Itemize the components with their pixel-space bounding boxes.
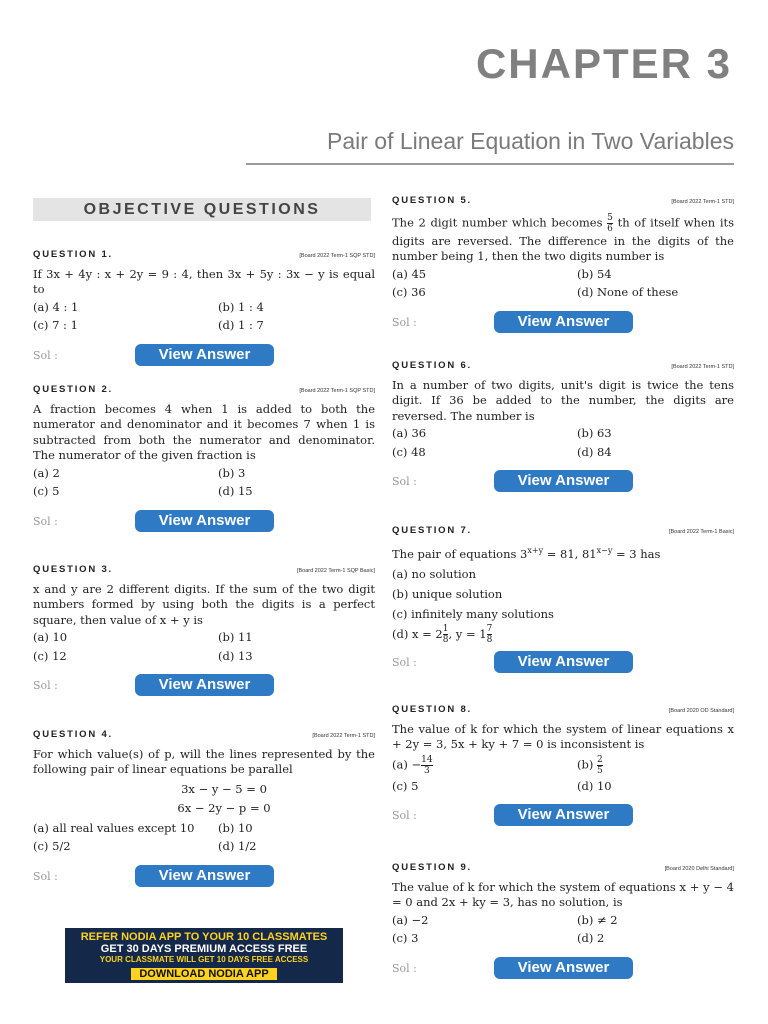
question-source: [Board 2020 OD Standard] — [668, 708, 734, 714]
question-label: QUESTION 5. — [392, 195, 472, 206]
question-source: [Board 2022 Term-1 STD] — [312, 733, 375, 739]
question-1 — [33, 247, 375, 366]
option-b: (b) $\frac{2}{5}$ — [577, 754, 603, 776]
option-c: (c) 7 : 1 — [33, 318, 78, 332]
sol-label: Sol : — [33, 679, 58, 692]
question-label: QUESTION 1. — [33, 249, 113, 260]
question-source: [Board 2022 Term-1 SQP Basic] — [296, 568, 375, 574]
option-d: (d) 2 — [577, 931, 605, 945]
question-label: QUESTION 6. — [392, 360, 472, 371]
option-b: (b) 54 — [577, 266, 612, 281]
option-c: (c) 5/2 — [33, 839, 71, 853]
question-label: QUESTION 8. — [392, 704, 472, 715]
chapter-title: CHAPTER 3 — [475, 40, 732, 87]
section-title: OBJECTIVE QUESTIONS — [33, 198, 371, 221]
download-app-button[interactable]: DOWNLOAD NODIA APP — [131, 968, 276, 980]
option-a: (a) −2 — [392, 912, 429, 927]
question-text: If 3x + 4y : x + 2y = 9 : 4, then 3x + 5y : 3x − y is equal to — [33, 266, 375, 296]
option-a: (a) no solution — [392, 566, 477, 581]
question-3 — [33, 562, 375, 696]
question-label: QUESTION 2. — [33, 384, 113, 395]
banner-line-3: YOUR CLASSMATE WILL GET 10 DAYS FREE ACCESS — [99, 955, 309, 964]
view-answer-button[interactable]: View Answer — [135, 865, 274, 887]
option-b: (b) 1 : 4 — [218, 299, 264, 314]
question-label: QUESTION 3. — [33, 564, 113, 575]
question-source: [Board 2022 Term-1 STD] — [671, 364, 734, 370]
sol-label: Sol : — [392, 809, 417, 822]
option-b: (b) 10 — [218, 820, 253, 835]
banner-line-2: GET 30 DAYS PREMIUM ACCESS FREE — [100, 943, 308, 955]
view-answer-button[interactable]: View Answer — [494, 651, 633, 673]
option-b: (b) 3 — [218, 465, 246, 480]
question-text: A fraction becomes 4 when 1 is added to both the numerator and denominator and it becomes 7 when 1 is subtracted from both the numerator and denominator. The numerator of the given fraction is — [33, 401, 375, 462]
equation-2: 6x − 2y − p = 0 — [177, 801, 271, 815]
question-5 — [392, 193, 734, 333]
question-9 — [392, 860, 734, 979]
question-source: [Board 2022 Term-1 SQP STD] — [299, 253, 375, 259]
question-label: QUESTION 9. — [392, 862, 472, 873]
question-8 — [392, 702, 734, 826]
option-d: (d) x = 2 $\frac{1}{8}$ , y = 1 $\frac{7}{8}$ — [392, 624, 493, 646]
sol-label: Sol : — [392, 315, 417, 329]
question-source: [Board 2022 Term-1 SQP STD] — [299, 388, 375, 394]
sol-label: Sol : — [33, 348, 58, 362]
sol-label: Sol : — [33, 869, 58, 883]
fraction: $\frac{5}{6}$ — [607, 212, 613, 234]
sol-label: Sol : — [392, 656, 417, 670]
equation-1: 3x − y − 5 = 0 — [181, 781, 267, 796]
sol-label: Sol : — [392, 961, 417, 975]
option-a: (a) 10 — [33, 630, 68, 644]
option-b: (b) unique solution — [392, 586, 503, 601]
question-text: The value of k for which the system of linear equations x + 2y = 3, 5x + ky + 7 = 0 is inconsistent is — [392, 721, 734, 751]
view-answer-button[interactable]: View Answer — [494, 470, 633, 492]
question-text: The value of k for which the system of equations x + y − 4 = 0 and 2x + ky = 3, has no solution, is — [392, 879, 734, 909]
option-c: (c) 5 — [392, 778, 419, 793]
option-a: (a) 4 : 1 — [33, 299, 79, 314]
option-d: (d) 1 : 7 — [218, 318, 264, 332]
view-answer-button[interactable]: View Answer — [135, 344, 274, 366]
question-text: The 2 digit number which becomes $\frac{5}{6}$ th of itself when its digits are reversed. The difference in the digits of the number being 1, then the two digits number is — [392, 212, 735, 263]
question-source: [Board 2020 Delhi Standard] — [664, 866, 734, 872]
banner-line-1: REFER NODIA APP TO YOUR 10 CLASSMATES — [80, 931, 328, 943]
option-d: (d) 15 — [218, 484, 253, 498]
option-c: (c) 3 — [392, 931, 419, 945]
promo-banner[interactable] — [65, 928, 343, 983]
option-d: (d) 10 — [577, 778, 612, 793]
view-answer-button[interactable]: View Answer — [494, 804, 633, 826]
option-c: (c) 36 — [392, 285, 426, 299]
question-text: In a number of two digits, unit's digit is twice the tens digit. If 36 be added to the number, the digits are reversed. The number is — [392, 377, 734, 423]
question-label: QUESTION 4. — [33, 729, 113, 740]
chapter-subtitle: Pair of Linear Equation in Two Variables — [326, 128, 734, 154]
option-a: (a) 45 — [392, 266, 427, 281]
view-answer-button[interactable]: View Answer — [494, 311, 633, 333]
option-c: (c) infinitely many solutions — [392, 606, 554, 621]
option-a: (a) 2 — [33, 465, 60, 480]
sol-label: Sol : — [33, 514, 58, 528]
question-text: The pair of equations $3^{x+y} = 81$, $81^{x-y} = 3$ has — [392, 545, 661, 561]
question-6 — [392, 358, 734, 492]
option-a: (a) all real values except 10 — [33, 820, 195, 835]
option-d: (d) 84 — [577, 444, 612, 459]
sol-label: Sol : — [392, 475, 417, 488]
option-b: (b) 11 — [218, 630, 253, 644]
option-c: (c) 48 — [392, 444, 426, 459]
option-b: (b) ≠ 2 — [577, 912, 618, 927]
question-label: QUESTION 7. — [392, 525, 472, 536]
question-text: x and y are 2 different digits. If the sum of the two digit numbers formed by using both the digits is a perfect square, then value of x + y is — [33, 581, 375, 627]
option-d: (d) 1/2 — [218, 839, 257, 853]
question-2 — [33, 382, 375, 532]
view-answer-button[interactable]: View Answer — [494, 957, 633, 979]
option-b: (b) 63 — [577, 426, 612, 440]
view-answer-button[interactable]: View Answer — [135, 510, 274, 532]
question-4 — [33, 727, 375, 887]
option-a: (a) 36 — [392, 426, 427, 440]
question-source: [Board 2022 Term-1 STD] — [671, 199, 734, 205]
question-text: For which value(s) of p, will the lines represented by the following pair of linear equations be parallel — [33, 746, 375, 776]
option-c: (c) 5 — [33, 484, 60, 498]
option-d: (d) 13 — [218, 648, 253, 663]
option-c: (c) 12 — [33, 648, 67, 663]
question-7 — [392, 523, 734, 673]
option-a: (a) − $\frac{14}{3}$ — [392, 754, 433, 776]
title-divider — [246, 163, 734, 165]
option-d: (d) None of these — [577, 285, 679, 299]
view-answer-button[interactable]: View Answer — [135, 674, 274, 696]
question-source: [Board 2022 Term-1 Basic] — [668, 529, 734, 535]
